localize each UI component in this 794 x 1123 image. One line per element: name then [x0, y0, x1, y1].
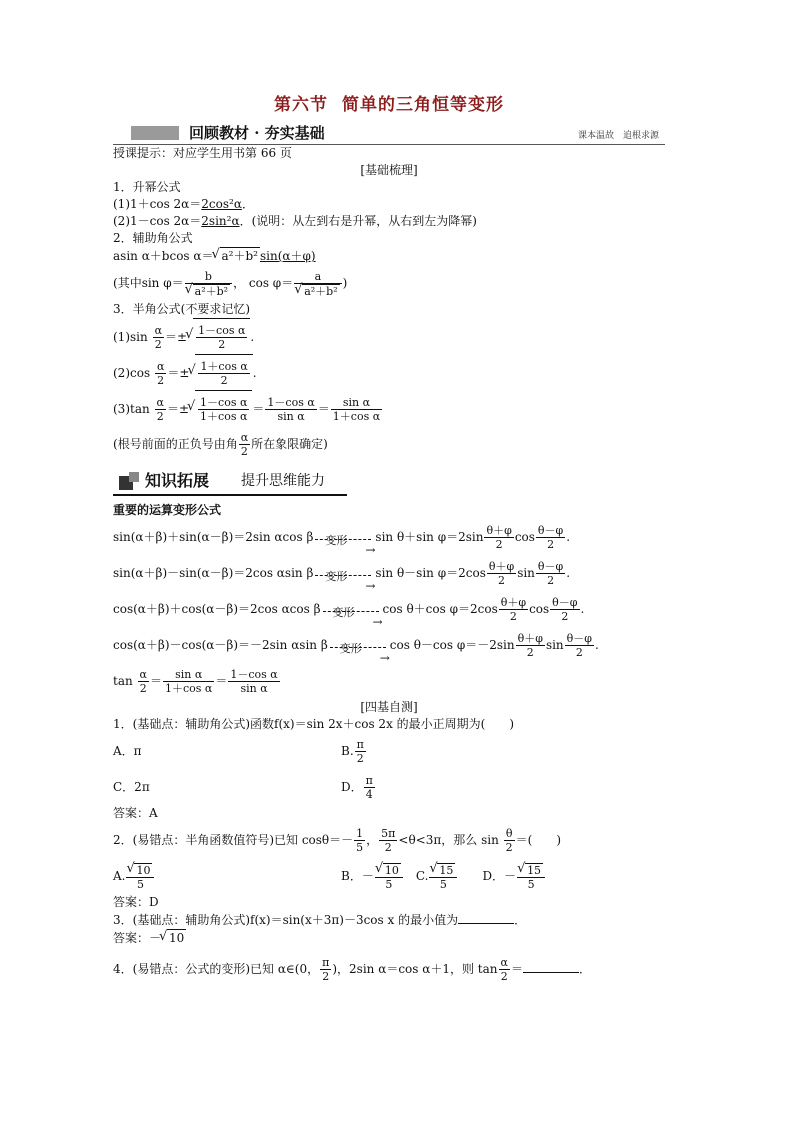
answer-blank[interactable]: [458, 911, 514, 924]
formula-text: (2)1－cos 2α＝: [113, 214, 202, 228]
formula-text: ．: [241, 197, 254, 211]
question-4: 4．(易错点：公式的变形)已知 α∈(0， $\frac{\pi}{2}$ )，2sin α＝cos α＋1，则 tan $\frac{\alpha}{2}$ ＝ ．: [113, 956, 591, 983]
heading-half-angle: 3．半角公式(不要求记忆): [113, 302, 250, 316]
question-1-options-ab: [113, 733, 665, 769]
extension-banner: [113, 470, 665, 496]
question-1: 1．(基础点：辅助角公式)函数f(x)＝sin 2x＋cos 2x 的最小正周期为( ): [113, 717, 515, 731]
formula-answer: 2cos²α: [201, 197, 242, 211]
transform-arrow: 变形 →: [321, 597, 383, 623]
fraction: a √ a²＋b²: [294, 270, 341, 298]
half-angle-note: (根号前面的正负号由角 $\frac{\alpha}{2}$ 所在象限确定): [113, 431, 328, 458]
review-right-caption: 课本温故 追根求源: [577, 131, 659, 141]
formula-text: (3)tan: [113, 402, 150, 416]
question-2-options: [113, 858, 665, 894]
formula-text: cos: [514, 530, 535, 544]
option-a[interactable]: A．π: [113, 744, 142, 758]
formula-text: asin α＋bcos α＝: [113, 249, 214, 263]
formula-text: (1)1＋cos 2α＝: [113, 197, 202, 211]
formula-half-sin: (1)sin $\frac{\alpha}{2}$ ＝± √ $\frac{\text{1－cos α}}{2}$ .: [113, 318, 665, 354]
formula-text: sin: [545, 638, 564, 652]
formula-text: cos: [529, 602, 550, 616]
formula-text: ．(说明：从左到右是升幂，从右到左为降幂): [239, 214, 477, 228]
option-b[interactable]: B．－ √ $\frac{10}{5}$: [341, 869, 404, 883]
heading-auxiliary-angle: 2．辅助角公式: [113, 231, 193, 245]
fraction: $\frac{\text{sin α}}{\text{1＋cos α}}$: [332, 396, 381, 423]
formula-text: 其中sin φ＝: [117, 276, 184, 290]
answer-3: 答案：－√ 10: [113, 929, 665, 947]
selftest-heading: [四基自测]: [360, 700, 418, 714]
question-1-options-cd: [113, 769, 665, 805]
section-name: 简单的三角恒等变形: [342, 95, 504, 115]
option-a[interactable]: A. √ $\frac{10}{5}$: [113, 858, 341, 894]
extension-sub: 提升思维能力: [241, 473, 325, 489]
answer-blank[interactable]: [523, 960, 579, 973]
answer-1: 答案：A: [113, 806, 158, 820]
radical: √ $\frac{\text{1－cos α}}{\text{1＋cos α}}$: [195, 390, 252, 427]
fraction: $\frac{\text{1－cos α}}{\text{sin α}}$: [267, 396, 315, 423]
heading-power-up: 1．升幂公式: [113, 180, 181, 194]
transform-formula-3: cos(α＋β)＋cos(α－β)＝2cos αcos β 变形 → cos θ＋cos φ＝2cos $\frac{\theta+\varphi}{2}$ cos $\frac{\theta-\varphi}{2}$ .: [113, 596, 585, 629]
lesson-hint: 授课提示：对应学生用书第 66 页: [113, 146, 292, 160]
fraction: $\frac{\alpha}{2}$: [156, 360, 165, 387]
review-banner: [113, 124, 665, 145]
transform-formula-2: sin(α＋β)－sin(α－β)＝2cos αsin β 变形 → sin θ－sin φ＝2cos $\frac{\theta+\varphi}{2}$ sin $\frac{\theta-\varphi}{2}$ .: [113, 560, 571, 593]
transform-formula-1: sin(α＋β)＋sin(α－β)＝2sin αcos β 变形 → sin θ＋sin φ＝2sin $\frac{\theta+\varphi}{2}$ cos $\frac{\theta-\varphi}{2}$ .: [113, 524, 571, 557]
formula-text: cos θ＋cos φ＝2cos: [382, 602, 498, 616]
option-b[interactable]: B. $\frac{\pi}{2}$: [341, 738, 364, 765]
question-2: 2．(易错点：半角函数值符号)已知 cosθ＝－ $\frac{1}{5}$ ， $\frac{5\pi}{2}$ <θ<3π，那么 sin $\frac{\theta}{2}$ ＝( ): [113, 827, 562, 854]
formula-text: cos(α＋β)－cos(α－β)＝－2sin αsin β: [113, 638, 328, 652]
banner-rule: [113, 494, 347, 496]
banner-grey-block: [131, 126, 179, 140]
answer-2: 答案：D: [113, 895, 159, 909]
formula-power-up-1: [113, 196, 665, 213]
transform-formula-tan: tan $\frac{\alpha}{2}$ ＝ $\frac{\text{sin α}}{\text{1＋cos α}}$ ＝ $\frac{\text{1－cos α}}{\text{sin α}}$: [113, 668, 278, 695]
transform-arrow: 变形 →: [313, 561, 375, 587]
formula-text: ， cos φ＝: [233, 276, 294, 290]
formula-text: sin(α＋φ): [259, 249, 316, 263]
formula-text: sin(α＋β)＋sin(α－β)＝2sin αcos β: [113, 530, 314, 544]
transform-arrow: 变形 →: [313, 525, 375, 551]
formula-auxiliary-angle: [113, 247, 665, 265]
formula-auxiliary-note: (其中sin φ＝ b √ a²＋b² ， cos φ＝ a √ a²＋b² ): [113, 265, 665, 301]
radical: √ $\frac{\text{1－cos α}}{2}$: [193, 318, 250, 355]
formula-text: ＝±: [166, 402, 190, 416]
formula-text: ＝±: [165, 330, 188, 344]
formula-text: ＝±: [167, 366, 190, 380]
fraction: $\frac{\alpha}{2}$: [154, 324, 162, 351]
formula-text: sin θ－sin φ＝2cos: [375, 566, 486, 580]
formula-text: (1)sin: [113, 330, 148, 344]
document-page: [113, 92, 665, 987]
formula-text: tan: [113, 674, 133, 688]
formula-answer: 2sin²α: [201, 214, 240, 228]
note-text: 根号前面的正负号由角: [117, 437, 238, 451]
note-text: 所在象限确定: [251, 437, 324, 451]
banner-square-icon: [129, 472, 139, 482]
fraction: $\frac{\alpha}{2}$: [240, 431, 249, 458]
section-number: 第六节: [274, 95, 328, 115]
formula-half-tan: (3)tan $\frac{\alpha}{2}$ ＝± √ $\frac{\text{1－cos α}}{\text{1＋cos α}}$ ＝ $\frac{\text{1－cos α}}{\text{sin α}}$ ＝ $\frac{\text{sin α}}{\text{1＋cos α}}$: [113, 390, 665, 426]
radical: √ a²＋b²: [220, 247, 260, 265]
extension-label: 知识拓展: [145, 471, 210, 490]
review-label: 回顾教材 · 夯实基础: [189, 124, 325, 142]
formula-text: sin(α＋β)－sin(α－β)＝2cos αsin β: [113, 566, 314, 580]
formula-text: sin θ＋sin φ＝2sin: [375, 530, 484, 544]
option-c[interactable]: C. √ $\frac{15}{5}$: [416, 869, 459, 883]
option-c[interactable]: C．2π: [113, 780, 150, 794]
fraction: b √ a²＋b²: [185, 270, 232, 298]
formula-text: cos(α＋β)＋cos(α－β)＝2cos αcos β: [113, 602, 321, 616]
formula-text: (2)cos: [113, 366, 151, 380]
formula-half-cos: (2)cos $\frac{\alpha}{2}$ ＝± √ $\frac{\text{1＋cos α}}{2}$ .: [113, 354, 665, 390]
important-heading: 重要的运算变形公式: [113, 503, 222, 517]
question-3: 3．(基础点：辅助角公式)f(x)＝sin(x＋3π)－3cos x 的最小值为 ．: [113, 913, 527, 927]
option-d[interactable]: D． $\frac{\pi}{4}$: [341, 774, 373, 801]
section-title: [113, 92, 665, 118]
formula-power-up-2: [113, 213, 665, 230]
formula-text: sin: [517, 566, 535, 580]
basic-heading: [基础梳理]: [360, 163, 418, 177]
option-d[interactable]: D．－ √ $\frac{15}{5}$: [482, 869, 546, 883]
formula-text: cos θ－cos φ＝－2sin: [389, 638, 515, 652]
fraction: $\frac{\alpha}{2}$: [156, 396, 164, 423]
transform-arrow: 变形 →: [328, 633, 390, 659]
transform-formula-4: cos(α＋β)－cos(α－β)＝－2sin αsin β 变形 → cos θ－cos φ＝－2sin $\frac{\theta+\varphi}{2}$ sin $\frac{\theta-\varphi}{2}$ .: [113, 632, 599, 665]
radical: √ $\frac{\text{1＋cos α}}{2}$: [195, 354, 252, 391]
